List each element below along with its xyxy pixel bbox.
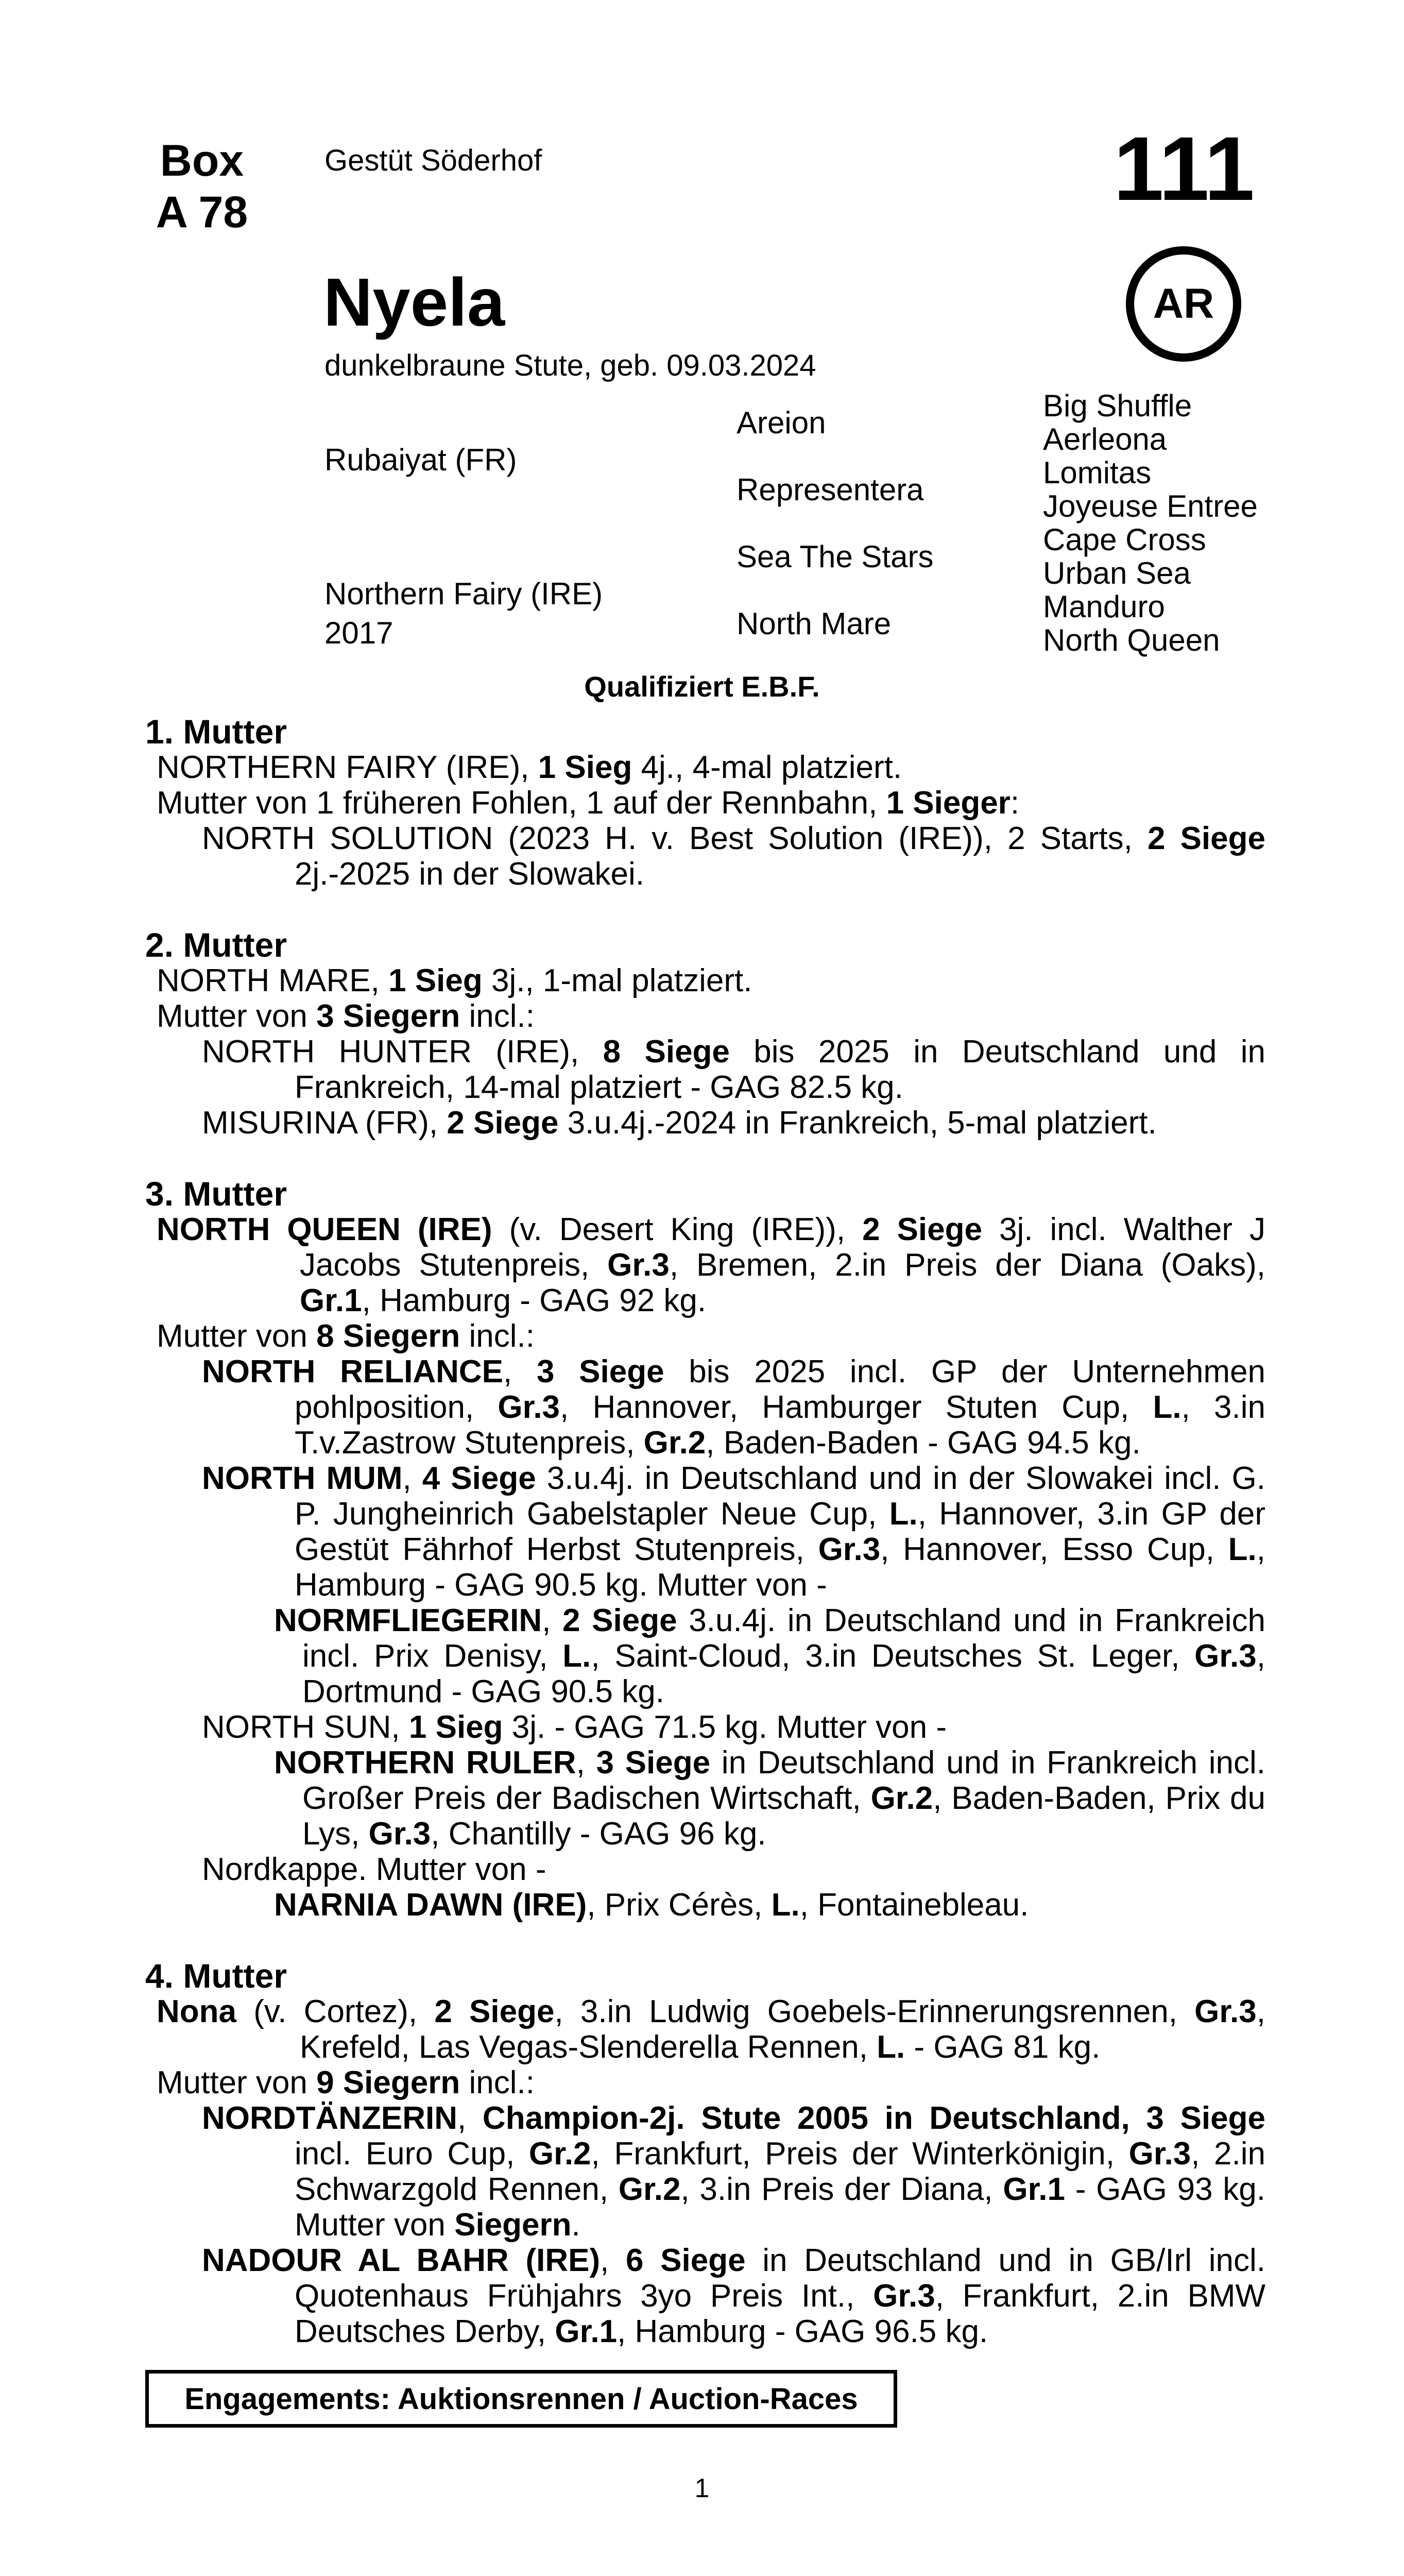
produce-entry: NORTHERN RULER, 3 Siege in Deutschland und in Frankreich incl. Großer Preis der Badischen Wirtschaft, Gr.2, Baden-Baden, Prix du Lys, Gr.3, Chantilly - GAG 96 kg. [274, 1745, 1265, 1852]
pedigree-great-grandparent: Manduro [1043, 589, 1165, 624]
pedigree-grandparent: North Mare [737, 606, 892, 641]
dam-entry: NORTH MARE, 1 Sieg 3j., 1-mal platziert. [157, 963, 752, 998]
box-title: Box [160, 136, 244, 185]
produce-entry: NORTH RELIANCE, 3 Siege bis 2025 incl. GP der Unternehmen pohlposition, Gr.3, Hannover, Hamburger Stuten Cup, L., 3.in T.v.Zastrow Stutenpreis, Gr.2, Baden-Baden - GAG 94.5 kg. [202, 1354, 1265, 1461]
page-number: 1 [694, 2473, 710, 2503]
section-heading: 4. Mutter [145, 1957, 287, 1995]
produce-entry: NORTH MUM, 4 Siege 3.u.4j. in Deutschland und in der Slowakei incl. G. P. Jungheinrich Gabelstapler Neue Cup, L., Hannover, 3.in GP der Gestüt Fährhof Herbst Stutenpreis, Gr.3, Hannover, Esso Cup, L., Hamburg - GAG 90.5 kg. Mutter von - [202, 1461, 1266, 1603]
ar-badge [1126, 246, 1241, 362]
pedigree-great-grandparent: Big Shuffle [1043, 388, 1192, 423]
produce-entry: NORTH SUN, 1 Sieg 3j. - GAG 71.5 kg. Mutter von - [202, 1709, 947, 1745]
horse-description: dunkelbraune Stute, geb. 09.03.2024 [324, 349, 816, 382]
pedigree-great-grandparent: Lomitas [1043, 455, 1152, 490]
pedigree-dam: Northern Fairy (IRE) [324, 577, 603, 611]
ar-badge-label: AR [1153, 280, 1214, 327]
pedigree-grandparent: Areion [737, 405, 826, 440]
dam-entry: Nona (v. Cortez), 2 Siege, 3.in Ludwig Goebels-Erinnerungsrennen, Gr.3, Krefeld, Las Vegas-Slenderella Rennen, L. - GAG 81 kg. [157, 1994, 1265, 2065]
pedigree-great-grandparent: Aerleona [1043, 422, 1167, 456]
produce-entry: NORTH HUNTER (IRE), 8 Siege bis 2025 in Deutschland und in Frankreich, 14-mal platziert - GAG 82.5 kg. [202, 1034, 1265, 1105]
dam-entry: NORTH QUEEN (IRE) (v. Desert King (IRE)), 2 Siege 3j. incl. Walther J Jacobs Stutenpreis, Gr.3, Bremen, 2.in Preis der Diana (Oaks), Gr.1, Hamburg - GAG 92 kg. [157, 1212, 1266, 1318]
dam-produce-summary: Mutter von 3 Siegern incl.: [157, 998, 535, 1034]
breeder-name: Gestüt Söderhof [324, 144, 542, 177]
pedigree-sire: Rubaiyat (FR) [324, 443, 517, 477]
produce-entry: NARNIA DAWN (IRE), Prix Cérès, L., Fontainebleau. [274, 1887, 1029, 1923]
horse-name: Nyela [323, 264, 505, 340]
section-heading: 1. Mutter [145, 713, 287, 751]
pedigree-great-grandparent: Cape Cross [1043, 522, 1206, 557]
pedigree-great-grandparent: Urban Sea [1043, 556, 1191, 590]
pedigree-great-grandparent: Joyeuse Entree [1043, 489, 1258, 523]
produce-entry: Nordkappe. Mutter von - [202, 1852, 546, 1887]
engagements-label: Engagements: Auktionsrennen / Auction-Races [184, 2382, 858, 2416]
pedigree-great-grandparent: North Queen [1043, 623, 1220, 657]
dam-produce-summary: Mutter von 1 früheren Fohlen, 1 auf der Rennbahn, 1 Sieger: [157, 785, 1020, 821]
section-heading: 3. Mutter [145, 1175, 287, 1213]
section-heading: 2. Mutter [145, 926, 287, 964]
produce-entry: NORDTÄNZERIN, Champion-2j. Stute 2005 in Deutschland, 3 Siege incl. Euro Cup, Gr.2, Frankfurt, Preis der Winterkönigin, Gr.3, 2.in Schwarzgold Rennen, Gr.2, 3.in Preis der Diana, Gr.1 - GAG 93 kg. Mutter von Siegern. [202, 2100, 1265, 2243]
pedigree-great-grandparents [1043, 389, 1258, 657]
qualification-note: Qualifiziert E.B.F. [584, 670, 820, 703]
produce-entry: MISURINA (FR), 2 Siege 3.u.4j.-2024 in Frankreich, 5-mal platziert. [202, 1105, 1157, 1141]
lot-number: 111 [1113, 118, 1255, 219]
dam-produce-summary: Mutter von 9 Siegern incl.: [157, 2065, 535, 2100]
dam-line-body [145, 714, 1265, 2349]
box-label [145, 135, 259, 238]
produce-entry: NORMFLIEGERIN, 2 Siege 3.u.4j. in Deutschland und in Frankreich incl. Prix Denisy, L., Saint-Cloud, 3.in Deutsches St. Leger, Gr.3, Dortmund - GAG 90.5 kg. [274, 1603, 1266, 1709]
pedigree-grandparent: Representera [737, 472, 924, 507]
dam-produce-summary: Mutter von 8 Siegern incl.: [157, 1318, 535, 1354]
pedigree-dam-year: 2017 [324, 616, 393, 650]
dam-entry: NORTHERN FAIRY (IRE), 1 Sieg 4j., 4-mal platziert. [157, 750, 902, 785]
box-number: A 78 [156, 188, 248, 237]
engagements-box [145, 2370, 897, 2428]
pedigree-grandparent: Sea The Stars [737, 539, 934, 574]
produce-entry: NADOUR AL BAHR (IRE), 6 Siege in Deutschland und in GB/Irl incl. Quotenhaus Frühjahrs 3yo Preis Int., Gr.3, Frankfurt, 2.in BMW Deutsches Derby, Gr.1, Hamburg - GAG 96.5 kg. [202, 2243, 1266, 2349]
produce-entry: NORTH SOLUTION (2023 H. v. Best Solution (IRE)), 2 Starts, 2 Siege 2j.-2025 in der Slowakei. [202, 821, 1265, 892]
